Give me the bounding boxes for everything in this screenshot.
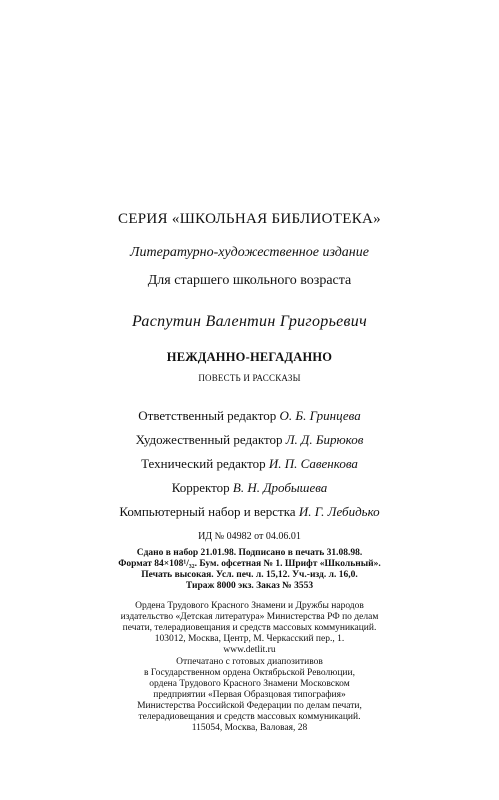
credit-line — [0, 428, 499, 452]
printer-details — [0, 657, 499, 734]
license-id: ИД № 04982 от 04.06.01 — [198, 531, 301, 542]
credit-role: Ответственный редактор — [138, 408, 277, 423]
credits-list — [0, 404, 499, 524]
printer-line: предприятии «Первая Образцовая типография» — [153, 690, 346, 700]
credit-person: О. Б. Гринцева — [279, 408, 361, 423]
credit-line — [0, 452, 499, 476]
audience-note: Для старшего школьного возраста — [147, 273, 352, 288]
print-line: Тираж 8000 экз. Заказ № 3553 — [185, 581, 314, 591]
series-title: СЕРИЯ «ШКОЛЬНАЯ БИБЛИОТЕКА» — [118, 211, 381, 227]
edition-type: Литературно-художественное издание — [130, 245, 369, 260]
print-line: Печать высокая. Усл. печ. л. 15,12. Уч.-изд. л. 16,0. — [141, 570, 358, 580]
credit-person: И. П. Савенкова — [268, 456, 358, 471]
print-line: Сдано в набор 21.01.98. Подписано в печать 31.08.98. — [136, 548, 363, 558]
print-line: Формат 84×108¹/₃₂. Бум. офсетная № 1. Шрифт «Школьный». — [118, 559, 381, 569]
credit-person: Л. Д. Бирюков — [285, 432, 364, 447]
publisher-line: 103012, Москва, Центр, М. Черкасский пер., 1. — [154, 634, 345, 644]
credit-line — [0, 404, 499, 428]
printer-line: ордена Трудового Красного Знамени Московском — [149, 679, 350, 689]
publisher-url: www.detlit.ru — [223, 645, 276, 655]
credit-line — [0, 500, 499, 524]
book-subtitle: ПОВЕСТЬ И РАССКАЗЫ — [198, 373, 301, 383]
printer-line: Отпечатано с готовых диапозитивов — [176, 657, 323, 667]
print-details — [0, 548, 499, 592]
credit-role: Корректор — [171, 480, 230, 495]
publisher-line: Ордена Трудового Красного Знамени и Дружбы народов — [135, 601, 364, 611]
publisher-details — [0, 601, 499, 656]
credit-role: Компьютерный набор и верстка — [119, 504, 296, 519]
printer-line: телерадиовещания и средств массовых коммуникаций. — [138, 712, 361, 722]
printer-line: 115054, Москва, Валовая, 28 — [191, 723, 308, 733]
printer-line: в Государственном ордена Октябрьской Революции, — [144, 668, 355, 678]
book-title: НЕЖДАННО-НЕГАДАННО — [166, 350, 333, 364]
publisher-line: печати, телерадиовещания и средств массовых коммуникаций. — [122, 623, 377, 633]
credit-line — [0, 476, 499, 500]
printer-line: Министерства Российской Федерации по делам печати, — [137, 701, 362, 711]
credit-person: И. Г. Лебидько — [298, 504, 380, 519]
credit-role: Художественный редактор — [135, 432, 283, 447]
author-name: Распутин Валентин Григорьевич — [131, 313, 368, 330]
credit-person: В. Н. Дробышева — [232, 480, 328, 495]
publisher-line: издательство «Детская литература» Министерства РФ по делам — [120, 612, 379, 622]
credit-role: Технический редактор — [141, 456, 266, 471]
